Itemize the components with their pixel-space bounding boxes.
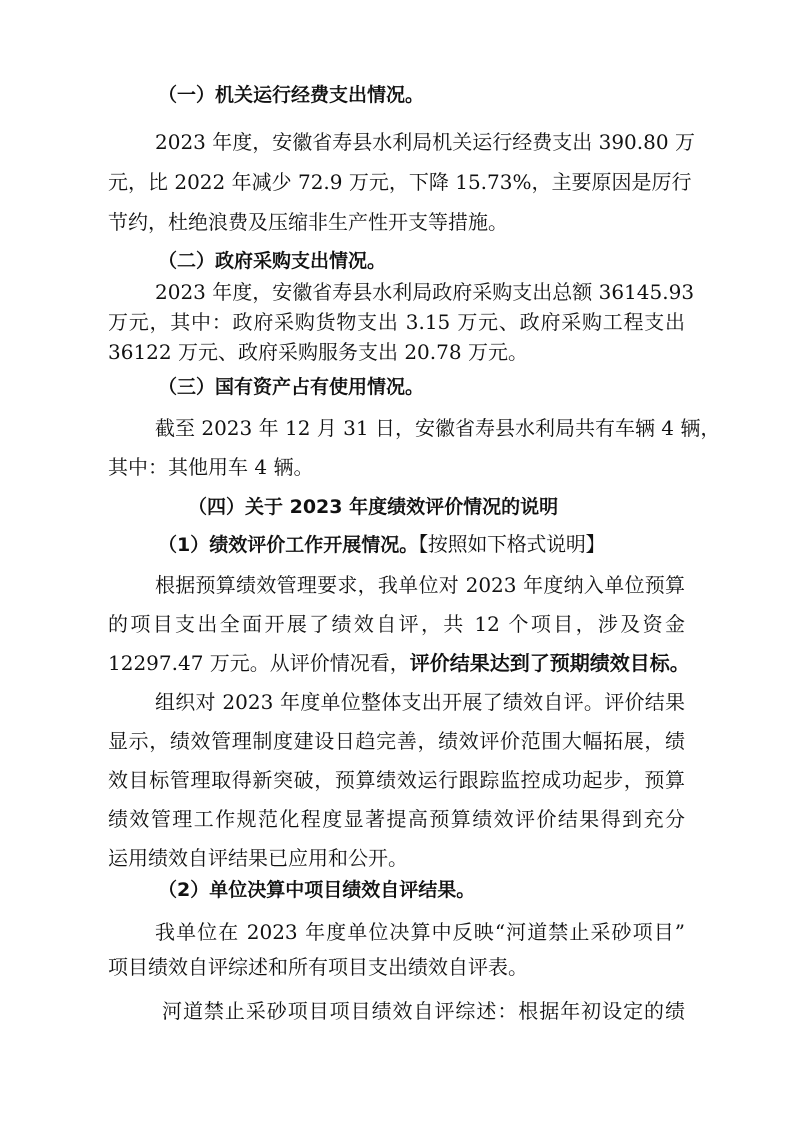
paragraph-line: 万元，其中：政府采购货物支出 3.15 万元、政府采购工程支出 [108,310,685,334]
paragraph-line: 36122 万元、政府采购服务支出 20.78 万元。 [108,340,528,364]
emphasized-conclusion: 评价结果达到了预期绩效目标。 [409,651,690,675]
paragraph-text: 12297.47 万元。从评价情况看， [108,651,410,675]
paragraph-line: 运用绩效自评结果已应用和公开。 [108,846,408,870]
heading-project-self-evaluation: （2）单位决算中项目绩效自评结果。 [158,879,476,901]
paragraph-line: 2023 年度，安徽省寿县水利局机关运行经费支出 390.80 万 [155,130,695,154]
heading-government-procurement: （二）政府采购支出情况。 [158,250,387,272]
format-note: 【按照如下格式说明】 [418,532,606,556]
paragraph-line-with-emphasis [108,648,793,678]
paragraph-line: 绩效管理工作规范化程度显著提高预算绩效评价结果得到充分 [108,807,685,831]
paragraph-line: 河道禁止采砂项目项目绩效自评综述：根据年初设定的绩 [162,999,685,1023]
paragraph-line: 效目标管理取得新突破，预算绩效运行跟踪监控成功起步，预算 [108,768,685,792]
heading-evaluation-work [158,529,793,560]
paragraph-line: 元，比 2022 年减少 72.9 万元，下降 15.73%，主要原因是厉行 [108,170,692,194]
paragraph-line: 我单位在 2023 年度单位决算中反映“河道禁止采砂项目” [155,920,685,944]
paragraph-line: 节约，杜绝浪费及压缩非生产性开支等措施。 [108,210,508,234]
paragraph-line: 其中：其他用车 4 辆。 [108,455,314,479]
paragraph-line: 截至 2023 年 12 月 31 日，安徽省寿县水利局共有车辆 4 辆， [155,416,721,440]
heading-performance-evaluation: （四）关于 2023 年度绩效评价情况的说明 [188,496,559,518]
paragraph-line: 根据预算绩效管理要求，我单位对 2023 年度纳入单位预算 [155,573,685,597]
paragraph-line: 显示，绩效管理制度建设日趋完善，绩效评价范围大幅拓展，绩 [108,729,685,753]
paragraph-line: 的项目支出全面开展了绩效自评，共 12 个项目，涉及资金 [108,612,685,636]
heading-evaluation-work-title: （1）绩效评价工作开展情况。 [158,534,419,556]
paragraph-line: 2023 年度，安徽省寿县水利局政府采购支出总额 36145.93 [155,280,695,304]
paragraph-line: 项目绩效自评综述和所有项目支出绩效自评表。 [108,955,528,979]
heading-state-assets: （三）国有资产占有使用情况。 [158,376,425,398]
heading-operating-expenses: （一）机关运行经费支出情况。 [158,84,425,106]
paragraph-line: 组织对 2023 年度单位整体支出开展了绩效自评。评价结果 [155,690,685,714]
